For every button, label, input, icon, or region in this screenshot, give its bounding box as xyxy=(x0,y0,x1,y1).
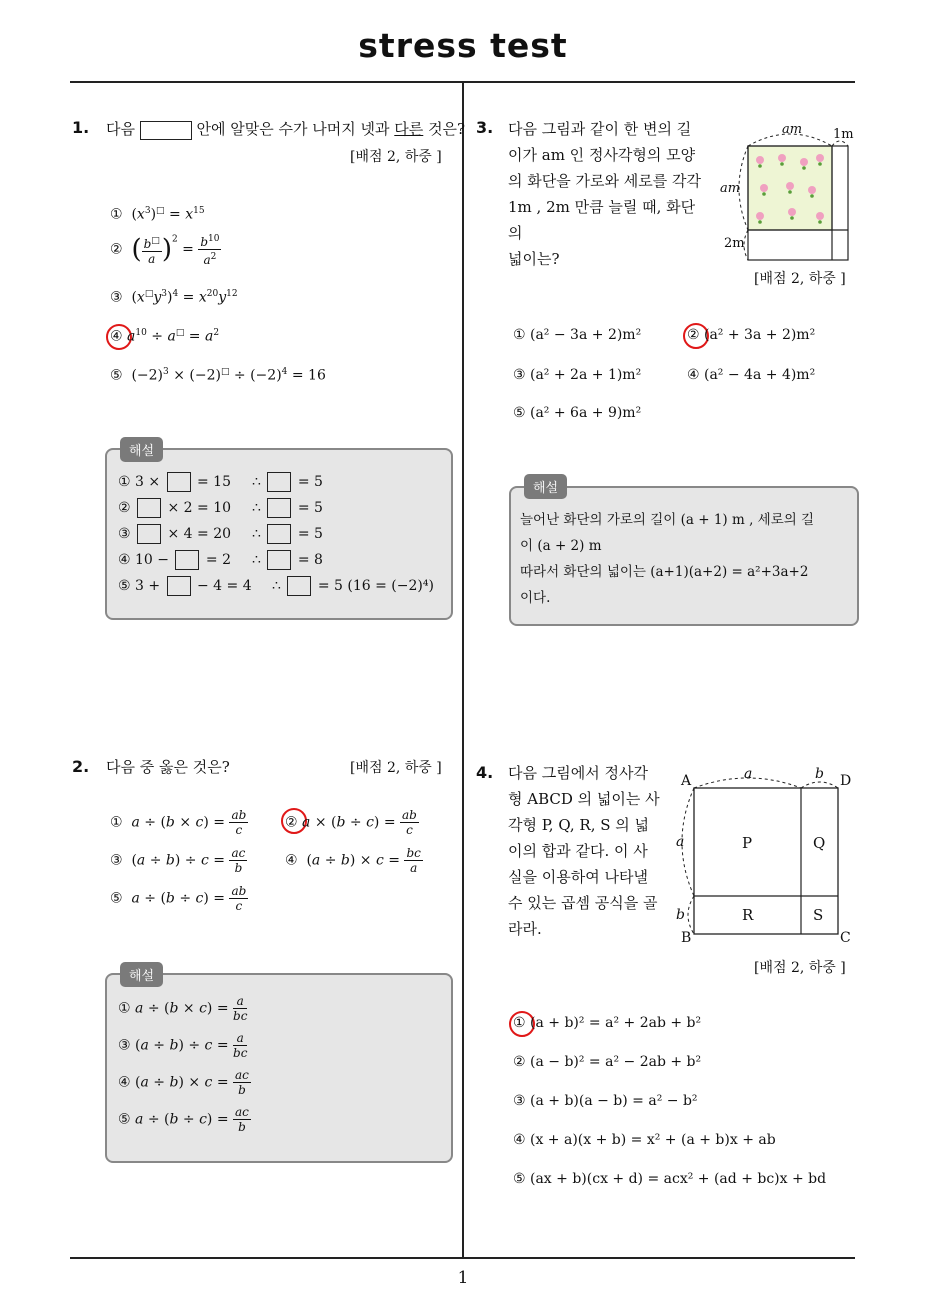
region-r-label: R xyxy=(742,906,754,924)
q1-solution-line: ① 3 × = 15 xyxy=(118,474,231,490)
q1-option-2[interactable]: ② ( $\frac{b^□}{a}$ )$^2$ = $\frac{b^{10}}{a^2}$ xyxy=(110,234,220,267)
q1-meta: [배점 2, 하중 ] xyxy=(350,149,442,165)
q1-option-1[interactable]: ① $(x^3)^□ = x^{15}$ xyxy=(110,206,205,223)
q4-option-5[interactable]: ⑤ (ax + b)(cx + d) = acx² + (ad + bc)x + bd xyxy=(513,1171,827,1187)
q1-solution-line: ③ × 4 = 20 xyxy=(118,526,232,542)
q1-solution-result: ∴ = 5 xyxy=(252,474,323,490)
q1-text: 다음 안에 알맞은 수가 나머지 넷과 다른 것은? xyxy=(106,120,466,138)
q2-option-5[interactable]: ⑤ a ÷ (b ÷ c) = $\frac{ab}{c}$ xyxy=(110,884,247,913)
q2-option-2[interactable]: ② a × (b ÷ c) = $\frac{ab}{c}$ xyxy=(285,808,417,837)
top-b-label: b xyxy=(815,766,824,782)
q3-option-4[interactable]: ④ (a² − 4a + 4)m² xyxy=(687,367,816,383)
q1-number: 1. xyxy=(72,118,90,137)
q2-option-1[interactable]: ① a ÷ (b × c) = $\frac{ab}{c}$ xyxy=(110,808,247,837)
q1-solution-line: ⑤ 3 + − 4 = 4 xyxy=(118,578,252,594)
page-number: 1 xyxy=(457,1268,469,1288)
q2-option-3[interactable]: ③ (a ÷ b) ÷ c = $\frac{ac}{b}$ xyxy=(110,846,246,875)
q4-text: 다음 그림에서 정사각 형 ABCD 의 넓이는 사 각형 P, Q, R, S 의 넓 이의 합과 같다. 이 사 실을 이용하여 나타낼 수 있는 곱셈 공식을 골 라라. xyxy=(508,764,660,938)
q3-number: 3. xyxy=(476,118,494,137)
q4-option-2[interactable]: ② (a − b)² = a² − 2ab + b² xyxy=(513,1054,702,1070)
q1-option-5[interactable]: ⑤ $(-2)^3 \times (-2)^□ \div (-2)^4 = 16$ xyxy=(110,367,326,384)
page-title: stress test xyxy=(358,26,568,65)
q1-solution-result: ∴ = 8 xyxy=(252,552,323,568)
q3-option-1[interactable]: ① (a² − 3a + 2)m² xyxy=(513,327,642,343)
vertex-d-label: D xyxy=(840,773,852,789)
q2-text: 다음 중 옳은 것은? xyxy=(106,758,230,776)
q3-meta: [배점 2, 하중 ] xyxy=(754,271,846,287)
garden-label-top: am xyxy=(782,122,803,137)
footer-rule xyxy=(70,1257,855,1259)
left-a-label: a xyxy=(676,834,685,850)
q2-solution-line: ① a ÷ (b × c) = $\frac{a}{bc}$ xyxy=(118,994,248,1023)
q3-solution-text: 늘어난 화단의 가로의 길이 (a + 1) m , 세로의 길 이 (a + 2) m 따라서 화단의 넓이는 (a+1)(a+2) = a²+3a+2 이다. xyxy=(520,512,815,606)
garden-label-left: am xyxy=(720,181,741,196)
q4-number: 4. xyxy=(476,763,494,782)
region-p-label: P xyxy=(742,834,753,852)
top-a-label: a xyxy=(744,766,753,782)
q1-solution-result: ∴ = 5 (16 = (−2)⁴) xyxy=(272,578,434,594)
garden-label-bottom: 2m xyxy=(724,236,745,251)
q2-meta: [배점 2, 하중 ] xyxy=(350,760,442,776)
q3-option-2[interactable]: ② (a² + 3a + 2)m² xyxy=(687,327,816,343)
q3-option-3[interactable]: ③ (a² + 2a + 1)m² xyxy=(513,367,642,383)
q3-text: 다음 그림과 같이 한 변의 길 이가 am 인 정사각형의 모양 의 화단을 가로와 세로를 각각 1m , 2m 만큼 늘릴 때, 화단의 넓이는? xyxy=(508,120,701,268)
q1-option-3[interactable]: ③ $(x^□y^3)^4 = x^{20}y^{12}$ xyxy=(110,289,238,306)
q2-solution-line: ④ (a ÷ b) × c = $\frac{ac}{b}$ xyxy=(118,1068,249,1097)
q4-option-4[interactable]: ④ (x + a)(x + b) = x² + (a + b)x + ab xyxy=(513,1132,776,1148)
q2-solution-line: ⑤ a ÷ (b ÷ c) = $\frac{ac}{b}$ xyxy=(118,1105,249,1134)
region-s-label: S xyxy=(813,906,824,924)
q1-solution-result: ∴ = 5 xyxy=(252,526,323,542)
garden-label-right: 1m xyxy=(833,127,854,142)
q2-option-4[interactable]: ④ (a ÷ b) × c = $\frac{bc}{a}$ xyxy=(285,846,421,875)
left-b-label: b xyxy=(676,907,685,923)
q1-solution-line: ④ 10 − = 2 xyxy=(118,552,231,568)
q2-number: 2. xyxy=(72,757,90,776)
q1-solution-tag: 해설 xyxy=(120,437,163,462)
q2-solution-line: ③ (a ÷ b) ÷ c = $\frac{a}{bc}$ xyxy=(118,1031,248,1060)
column-divider xyxy=(462,82,464,1258)
q1-solution-line: ② × 2 = 10 xyxy=(118,500,232,516)
region-q-label: Q xyxy=(813,834,826,852)
q1-solution-result: ∴ = 5 xyxy=(252,500,323,516)
vertex-a-label: A xyxy=(681,773,692,789)
vertex-c-label: C xyxy=(840,930,851,946)
vertex-b-label: B xyxy=(681,930,692,946)
q4-option-1[interactable]: ① (a + b)² = a² + 2ab + b² xyxy=(513,1015,702,1031)
q3-solution-tag: 해설 xyxy=(524,474,567,499)
square-abcd-figure xyxy=(670,768,860,948)
q4-option-3[interactable]: ③ (a + b)(a − b) = a² − b² xyxy=(513,1093,698,1109)
q4-meta: [배점 2, 하중 ] xyxy=(754,960,846,976)
q2-solution-tag: 해설 xyxy=(120,962,163,987)
q3-option-5[interactable]: ⑤ (a² + 6a + 9)m² xyxy=(513,405,642,421)
q1-option-4[interactable]: ④ $a^{10} \div a^□ = a^2$ xyxy=(110,328,220,345)
